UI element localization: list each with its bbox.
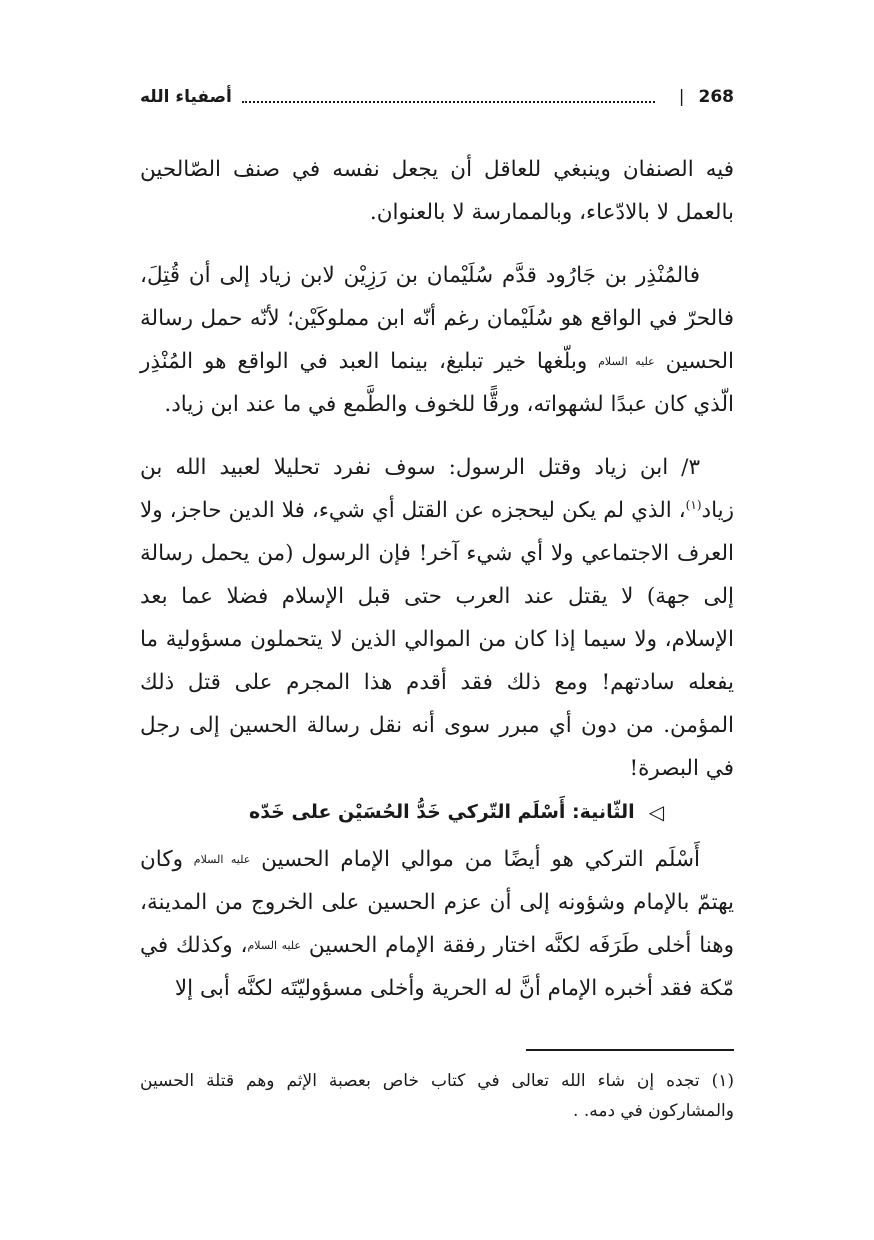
section-heading-text: الثّانية: أَسْلَم التّركي خَدُّ الحُسَيْن على خَدّه [248, 801, 635, 823]
paragraph-3 [140, 446, 734, 790]
paragraph-4-part-3: ، وكذلك في مّكة فقد أخبره الإمام أنَّ له الحرية وأخلى مسؤوليّتَه لكنَّه أبى إلا [140, 933, 734, 1001]
honorific-symbol: عليه السلام [598, 355, 655, 368]
triangle-marker-icon: ◁ [648, 800, 664, 824]
paragraph-4 [140, 838, 734, 1010]
paragraph-2 [140, 254, 734, 426]
running-header [140, 82, 734, 112]
paragraph-4-part-1: أَسْلَم التركي هو أيضًا من موالي الإمام الحسين [261, 847, 700, 872]
paragraph-4-part-2: وكان يهتمّ بالإمام وشؤونه إلى أن عزم الحسين على الخروج من المدينة، وهنا أخلى طَرَفَه لكنَّه اختار رفقة الإمام الحسين [140, 847, 735, 958]
paragraph-1: فيه الصنفان وينبغي للعاقل أن يجعل نفسه في صنف الصّالحين بالعمل لا بالادّعاء، وبالممارسة لا بالعنوان. [140, 157, 734, 225]
footnote-divider [526, 1049, 734, 1051]
paragraph-3-part-2: ، الذي لم يكن ليحجزه عن القتل أي شيء، فلا الدين حاجز، ولا العرف الاجتماعي ولا أي شيء آخر! فإن الرسول (من يحمل رسالة إلى جهة) لا يقتل عند العرب حتى قبل الإسلام فضلا عما بعد الإسلام، ولا سيما إذا كان من الموالي الذين لا يتحملون مسؤولية ما يفعله سادتهم! ومع ذلك فقد أقدم هذا المجرم على قتل ذلك المؤمن. من دون أي مبرر سوى أنه نقل رسالة الحسين إلى رجل في البصرة! [140, 498, 734, 781]
honorific-symbol: عليه السلام [247, 939, 301, 952]
book-title: أصفياء الله [140, 87, 232, 107]
footnote-reference[interactable]: (١) [685, 497, 702, 512]
footnote-text: (١) تجده إن شاء الله تعالى في كتاب خاص بعصبة الإثم وهم قتلة الحسين والمشاركون في دمه. . [140, 1071, 734, 1121]
paragraph-2-part-2: وبلّغها خير تبليغ، بينما العبد في الواقع هو المُنْذِر الّذي كان عبدًا لشهواته، ورقًّا للخوف والطَّمع في ما عند ابن زياد. [140, 349, 734, 417]
paragraph-3-part-1: ٣/ ابن زياد وقتل الرسول: سوف نفرد تحليلا لعبيد الله بن زياد [140, 455, 734, 523]
header-dot-leader [242, 99, 655, 103]
paragraph-2-part-1: فالمُنْذِر بن جَارُود قدَّم سُلَيْمان بن رَزِيْن لابن زياد إلى أن قُتِلَ، فالحرّ في الواقع هو سُلَيْمان رغم أنّه ابن مملوكَيْن؛ لأنّه حمل رسالة الحسين [140, 263, 734, 374]
honorific-symbol: عليه السلام [193, 853, 251, 866]
page-body [140, 148, 734, 1010]
page-number: 268 [698, 87, 734, 107]
footnote [140, 1066, 734, 1126]
section-heading [140, 792, 734, 832]
header-separator: | [678, 87, 685, 107]
